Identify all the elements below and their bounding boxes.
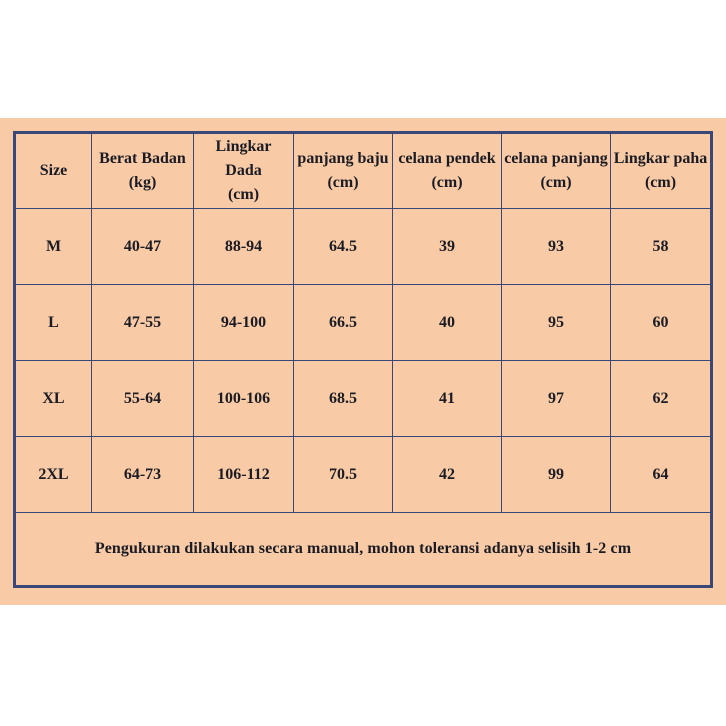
column-header-label: panjang baju [297, 150, 389, 167]
table-cell: 64-73 [92, 437, 194, 513]
table-cell: 88-94 [194, 209, 294, 285]
table-cell: 68.5 [294, 361, 393, 437]
table-cell: 70.5 [294, 437, 393, 513]
table-cell: 94-100 [194, 285, 294, 361]
column-header-unit: (cm) [431, 174, 463, 191]
table-cell: 39 [393, 209, 502, 285]
column-header-unit: (kg) [128, 174, 157, 191]
table-cell: 64 [611, 437, 712, 513]
row-size-label: L [15, 285, 92, 361]
column-header-unit: (cm) [540, 174, 572, 191]
row-size-label: XL [15, 361, 92, 437]
column-header-panjang-baju [294, 133, 393, 209]
table-cell: 99 [502, 437, 611, 513]
table-cell: 42 [393, 437, 502, 513]
column-header-label: Size [39, 162, 68, 179]
column-header-lingkar-dada [194, 133, 294, 209]
column-header-unit: (cm) [327, 174, 359, 191]
table-cell: 106-112 [194, 437, 294, 513]
column-header-size [15, 133, 92, 209]
table-cell: 60 [611, 285, 712, 361]
table-cell: 47-55 [92, 285, 194, 361]
table-cell: 62 [611, 361, 712, 437]
table-cell: 40 [393, 285, 502, 361]
row-size-label: 2XL [15, 437, 92, 513]
table-cell: 55-64 [92, 361, 194, 437]
column-header-lingkar-paha [611, 133, 712, 209]
table-cell: 66.5 [294, 285, 393, 361]
measurement-tolerance-note: Pengukuran dilakukan secara manual, mohon toleransi adanya selisih 1-2 cm [15, 513, 712, 587]
column-header-berat-badan [92, 133, 194, 209]
table-row-xl [15, 361, 712, 437]
table-cell: 41 [393, 361, 502, 437]
table-cell: 64.5 [294, 209, 393, 285]
table-cell: 58 [611, 209, 712, 285]
column-header-label: celana pendek [398, 150, 496, 167]
column-header-unit: (cm) [227, 186, 260, 203]
table-cell: 40-47 [92, 209, 194, 285]
column-header-celana-panjang [502, 133, 611, 209]
column-header-label: Lingkar paha [613, 150, 708, 167]
column-header-label: celana panjang [504, 150, 608, 167]
table-cell: 100-106 [194, 361, 294, 437]
column-header-celana-pendek [393, 133, 502, 209]
table-row-m [15, 209, 712, 285]
row-size-label: M [15, 209, 92, 285]
column-header-label: Berat Badan [99, 150, 186, 167]
column-header-unit: (cm) [644, 174, 677, 191]
table-note-row [15, 513, 712, 587]
size-chart-panel [0, 118, 726, 605]
table-cell: 97 [502, 361, 611, 437]
table-cell: 95 [502, 285, 611, 361]
column-header-label: Lingkar Dada [215, 138, 272, 179]
table-header-row [15, 133, 712, 209]
table-row-2xl [15, 437, 712, 513]
table-cell: 93 [502, 209, 611, 285]
table-row-l [15, 285, 712, 361]
size-chart-table [13, 131, 713, 588]
